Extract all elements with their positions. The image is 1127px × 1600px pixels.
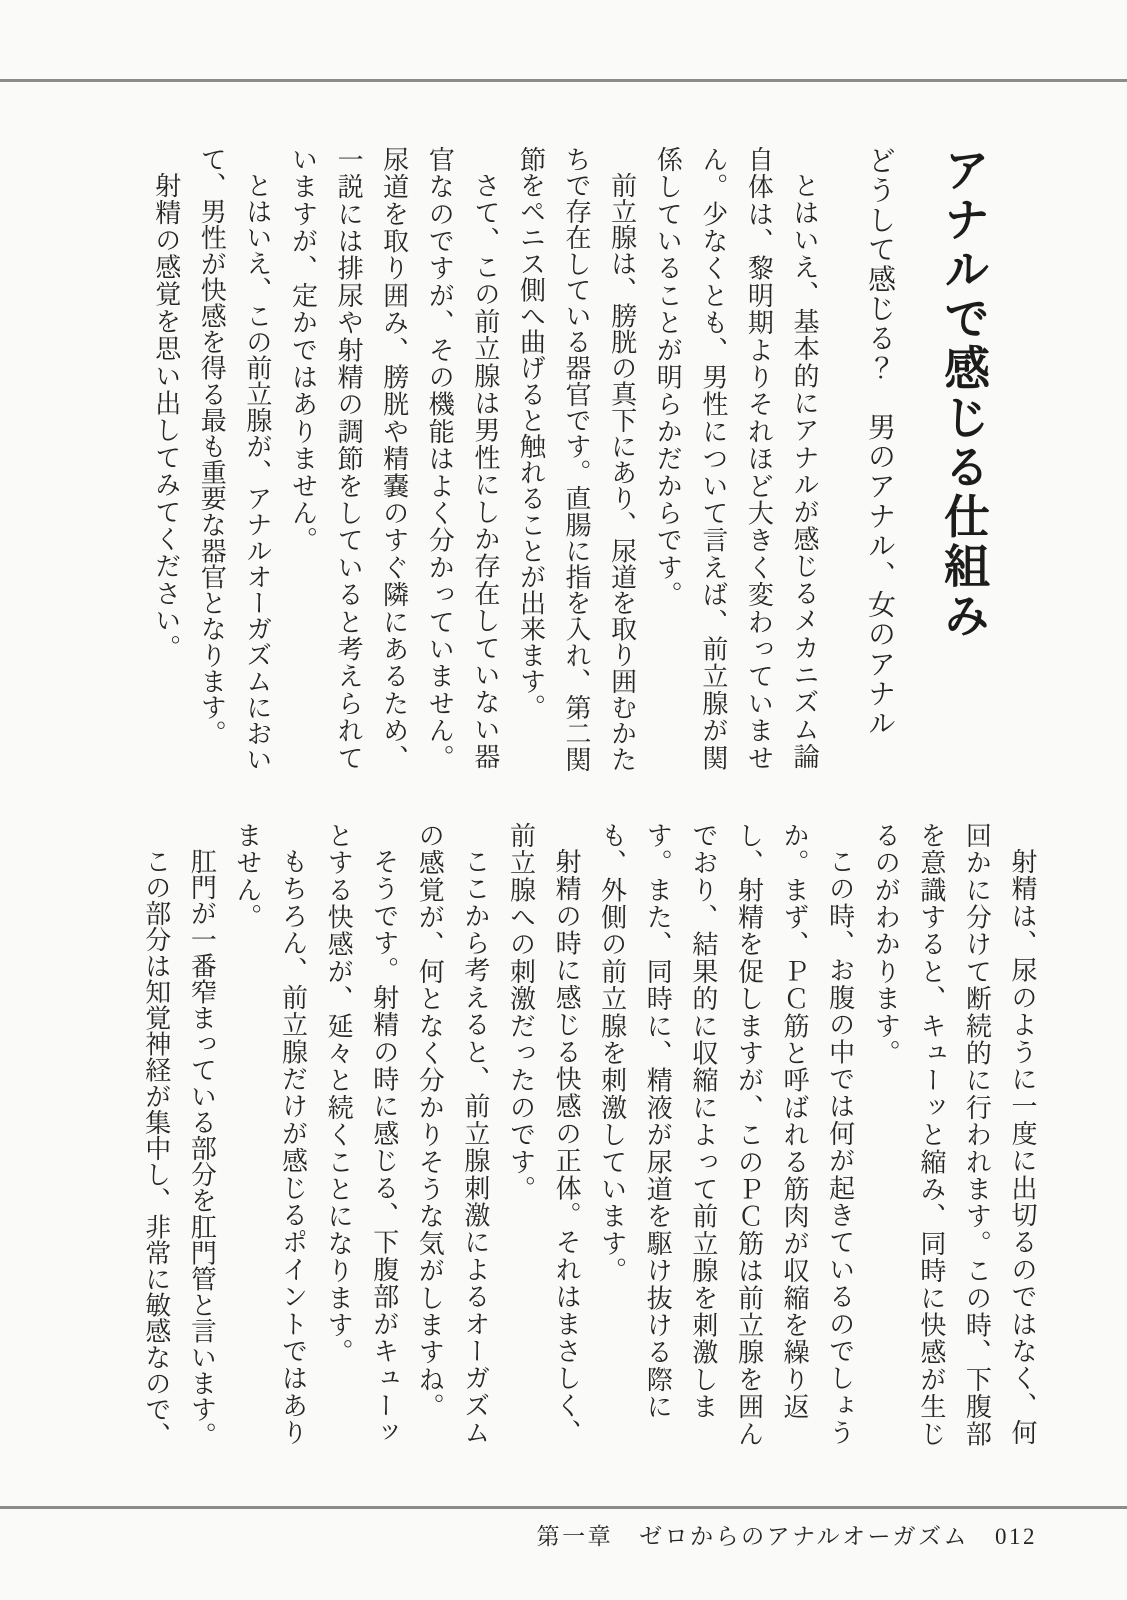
paragraph: 前立腺は、膀胱の真下にあり、尿道を取り囲むかたちで存在している器官です。直腸に指を入れ、第二関節をペニス側へ曲げると触れることが出来ます。 [516, 146, 637, 773]
section-subtitle: どうして感じる？ 男のアナル、女のアナル [864, 146, 895, 738]
lower-text-block [133, 822, 1045, 1450]
top-rule [0, 79, 1127, 82]
page-footer [537, 1518, 1037, 1551]
footer-chapter-title: ゼロからのアナルオーガズム [639, 1524, 969, 1549]
footer-rule [0, 1506, 1127, 1509]
footer-page-number: 012 [995, 1524, 1037, 1549]
paragraph: とはいえ、この前立腺が、アナルオーガズムにおいて、男性が快感を得る最も重要な器官となります。 [197, 146, 272, 773]
upper-paragraphs [143, 146, 827, 774]
paragraph: もちろん、前立腺だけが感じるポイントではありません。 [232, 822, 308, 1447]
paragraph: 肛門が一番窄まっている部分を肛門管と言います。 [187, 848, 217, 1449]
section-title: アナルで感じる仕組み [938, 146, 989, 641]
paragraph: そうです。射精の時に感じる、下腹部がキューッとする快感が、延々と続くことになります。 [324, 822, 399, 1447]
paragraph: さて、この前立腺は男性にしか存在していない器官なのですが、その機能はよく分かっていません。尿道を取り囲み、膀胱や精嚢のすぐ隣にあるため、一説には排尿や射精の調節をしていると考えられていますが、定かではありません。 [288, 146, 500, 772]
paragraph: 射精の感覚を思い出してみてください。 [151, 172, 181, 662]
paragraph: とはいえ、基本的にアナルが感じるメカニズム論自体は、黎明期よりそれほど大きく変わっていません。少なくとも、男性について言えば、前立腺が関係していることが明らかだからです。 [653, 146, 819, 772]
footer-chapter-number: 第一章 [536, 1524, 614, 1549]
lower-paragraphs [133, 822, 1045, 1450]
paragraph: ここから考えると、前立腺刺激によるオーガズムの感覚が、何となく分かりそうな気がしますね。 [415, 822, 490, 1447]
paragraph: 射精の時に感じる快感の正体。それはまさしく、前立腺への刺激だったのです。 [506, 822, 582, 1447]
upper-text-block [143, 146, 1005, 774]
paragraph: 射精は、尿のように一度に出切るのではなく、何回かに分けて断続的に行われます。この時、下腹部を意識すると、キューッと縮み、同時に快感が生じるのがわかります。 [871, 822, 1037, 1448]
paragraph: この部分は知覚神経が集中し、非常に敏感なので、 [141, 848, 171, 1449]
paragraph: この時、お腹の中では何が起きているのでしょうか。まず、ＰＣ筋と呼ばれる筋肉が収縮を繰り返し、射精を促しますが、このＰＣ筋は前立腺を囲んでおり、結果的に収縮によって前立腺を刺激します。また、同時に、精液が尿道を駆け抜ける際にも、外側の前立腺を刺激しています。 [597, 822, 855, 1448]
